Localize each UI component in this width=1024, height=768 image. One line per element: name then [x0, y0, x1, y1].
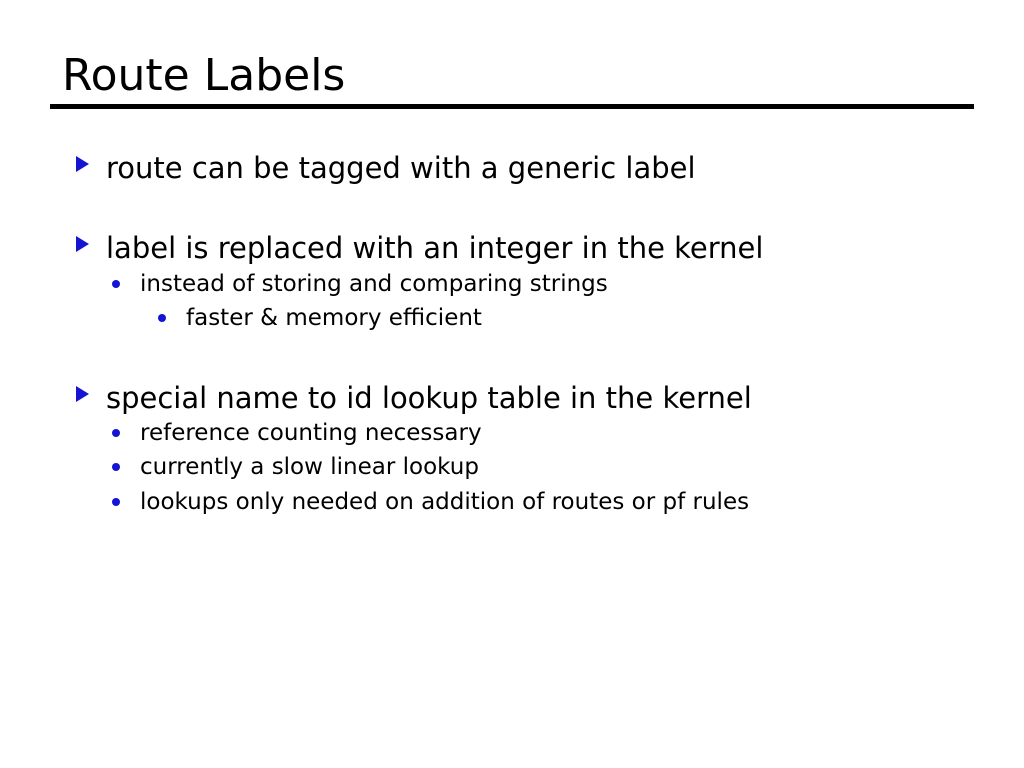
bullet-text: lookups only needed on addition of routes or pf rules [140, 488, 750, 515]
page-title: Route Labels [62, 50, 346, 101]
dot-bullet-icon [112, 498, 120, 506]
dot-bullet-icon [112, 280, 120, 288]
bullet-text: currently a slow linear lookup [140, 454, 479, 481]
bullet-text: label is replaced with an integer in the kernel [106, 231, 764, 266]
bullet-level2 [70, 416, 970, 451]
triangle-bullet-icon [76, 156, 89, 172]
triangle-bullet-icon [76, 386, 89, 402]
title-divider [50, 104, 974, 109]
bullet-level3 [70, 301, 970, 336]
bullet-level1 [70, 150, 970, 186]
spacer [70, 186, 970, 212]
bullet-text: special name to id lookup table in the kernel [106, 380, 752, 415]
bullet-level1 [70, 380, 970, 416]
bullet-text: faster & memory efficient [186, 305, 482, 331]
bullet-text: instead of storing and comparing strings [140, 270, 608, 297]
bullet-text: route can be tagged with a generic label [106, 151, 696, 185]
bullet-text: reference counting necessary [140, 419, 482, 446]
spacer [70, 336, 970, 362]
bullet-level2 [70, 450, 970, 485]
bullet-level2 [70, 485, 970, 520]
bullet-level2 [70, 267, 970, 302]
slide-body [70, 140, 970, 519]
dot-bullet-icon [158, 314, 166, 322]
bullet-level1 [70, 230, 970, 266]
dot-bullet-icon [112, 429, 120, 437]
dot-bullet-icon [112, 463, 120, 471]
triangle-bullet-icon [76, 236, 89, 252]
